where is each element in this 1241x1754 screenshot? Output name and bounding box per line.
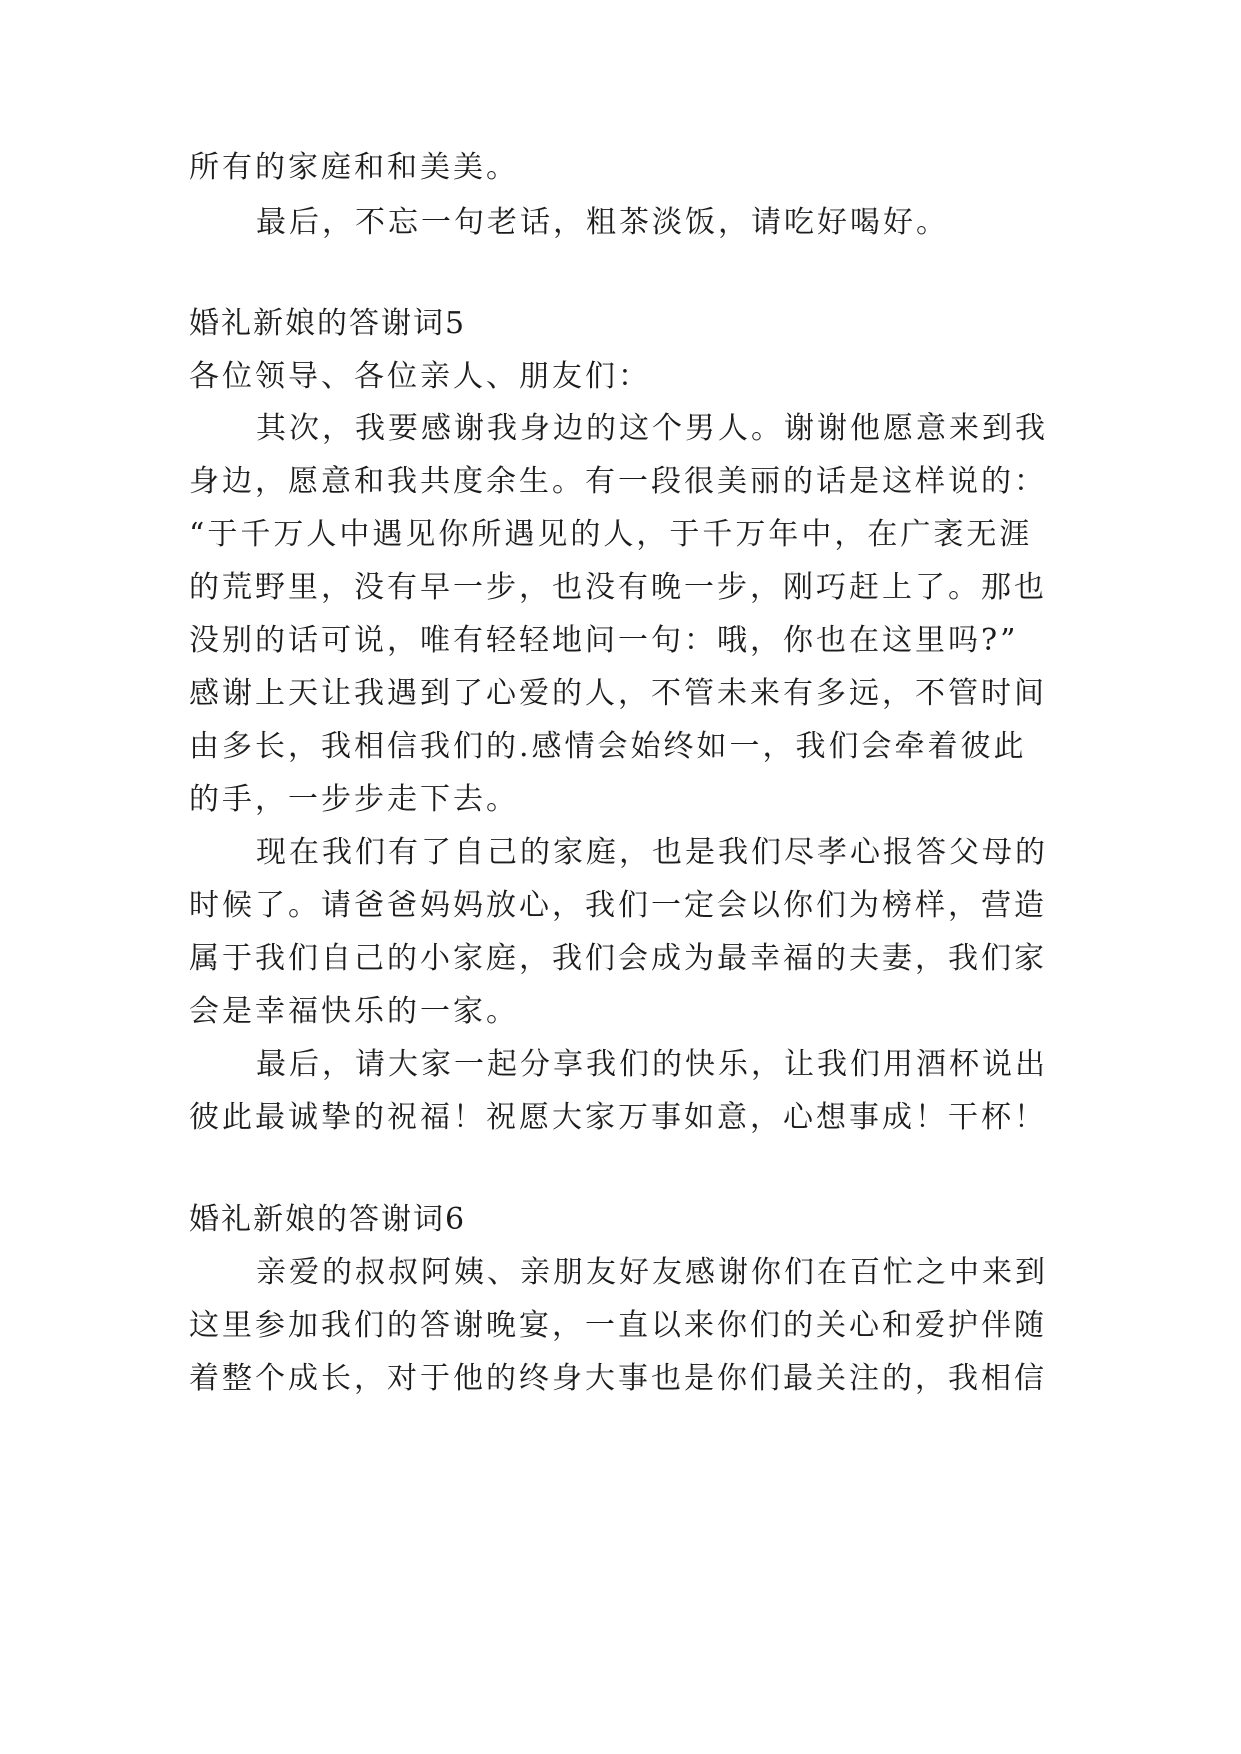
paragraph-line: 亲爱的叔叔阿姨、亲朋友好友感谢你们在百忙之中来到 xyxy=(256,1255,1048,1290)
paragraph-line: 所有的家庭和和美美。 xyxy=(189,150,519,185)
paragraph-line: “于千万人中遇见你所遇见的人，于千万年中，在广袤无涯 xyxy=(189,517,1033,552)
paragraph-line: 没别的话可说，唯有轻轻地问一句：哦，你也在这里吗?” xyxy=(189,623,1019,658)
paragraph-line: 其次，我要感谢我身边的这个男人。谢谢他愿意来到我 xyxy=(256,411,1048,446)
paragraph-line: 会是幸福快乐的一家。 xyxy=(189,994,519,1029)
paragraph-line: 的手，一步步走下去。 xyxy=(189,782,519,817)
paragraph-line: 着整个成长，对于他的终身大事也是你们最关注的，我相信 xyxy=(189,1361,1047,1396)
section-heading: 婚礼新娘的答谢词5 xyxy=(189,306,467,341)
paragraph-line: 属于我们自己的小家庭，我们会成为最幸福的夫妻，我们家 xyxy=(189,941,1047,976)
paragraph-line: 这里参加我们的答谢晚宴，一直以来你们的关心和爱护伴随 xyxy=(189,1308,1047,1343)
paragraph-line: 最后，不忘一句老话，粗茶淡饭，请吃好喝好。 xyxy=(256,205,949,240)
paragraph-line: 身边，愿意和我共度余生。有一段很美丽的话是这样说的： xyxy=(189,464,1047,499)
paragraph-line: 彼此最诚挚的祝福！祝愿大家万事如意，心想事成！干杯！ xyxy=(189,1100,1047,1135)
paragraph-line: 的荒野里，没有早一步，也没有晚一步，刚巧赶上了。那也 xyxy=(189,570,1047,605)
section-heading: 婚礼新娘的答谢词6 xyxy=(189,1202,467,1237)
paragraph-line: 最后，请大家一起分享我们的快乐，让我们用酒杯说出 xyxy=(256,1047,1048,1082)
paragraph-line: 感谢上天让我遇到了心爱的人，不管未来有多远，不管时间 xyxy=(189,676,1047,711)
paragraph-line: 现在我们有了自己的家庭，也是我们尽孝心报答父母的 xyxy=(256,835,1048,870)
paragraph-line: 由多长，我相信我们的.感情会始终如一，我们会牵着彼此 xyxy=(189,729,1027,764)
salutation: 各位领导、各位亲人、朋友们： xyxy=(189,359,651,394)
paragraph-line: 时候了。请爸爸妈妈放心，我们一定会以你们为榜样，营造 xyxy=(189,888,1047,923)
